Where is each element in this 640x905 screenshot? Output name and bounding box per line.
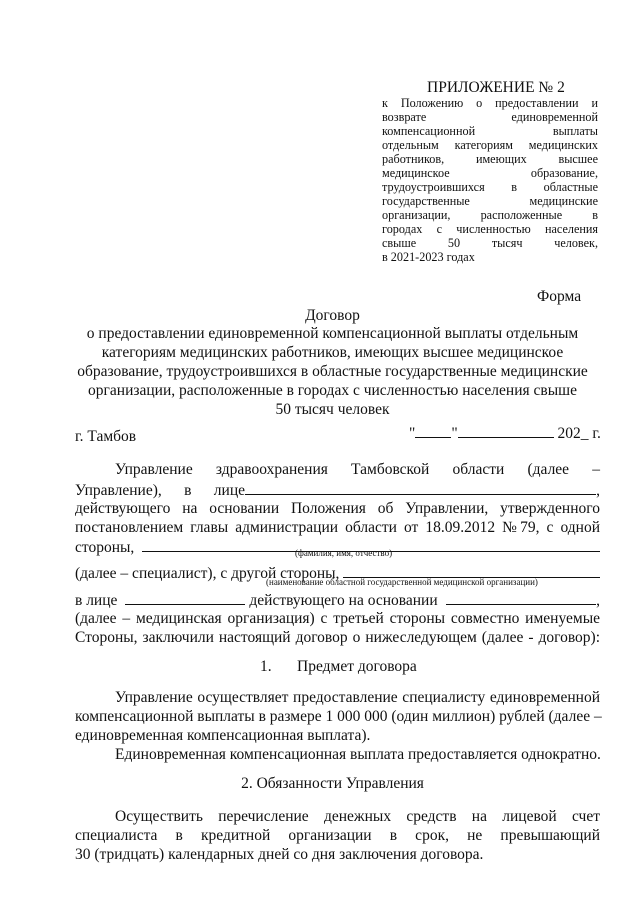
appendix-line: возврате единовременной	[382, 110, 598, 124]
appendix-line: медицинское образование,	[382, 166, 598, 180]
section-2-line: специалиста в кредитной организации в срок, не превышающий	[75, 827, 600, 844]
doc-subtitle-line: организации, расположенные в городах с численностью населения свыше	[88, 382, 577, 399]
section-2-line: 30 (тридцать) календарных дней со дня заключения договора.	[75, 846, 484, 863]
preamble-line: Управление здравоохранения Тамбовской области (далее –	[115, 461, 600, 478]
preamble-text: (далее – специалист), с другой стороны,	[75, 565, 340, 582]
preamble-line: (далее – медицинская организация) с третьей стороны совместно именуемые	[75, 610, 600, 627]
org-representative-blank	[125, 590, 245, 605]
doc-subtitle-line: 50 тысяч человек	[275, 401, 390, 418]
hint-organization: (наименование областной государственной медицинской организации)	[266, 577, 538, 587]
preamble-text: стороны,	[75, 539, 135, 556]
month-blank	[458, 423, 554, 438]
appendix-line: работников, имеющих высшее	[382, 152, 598, 166]
appendix-line: компенсационной выплаты	[382, 124, 598, 138]
preamble-text: в лице	[75, 592, 118, 609]
appendix-line: городах с численностью населения	[382, 222, 598, 236]
doc-subtitle-line: образование, трудоустроившихся в областные государственные медицинские	[77, 363, 588, 380]
section-1-line: Управление осуществляет предоставление специалисту единовременной	[115, 689, 600, 706]
section-1-line: компенсационной выплаты в размере 1 000 000 (один миллион) рублей (далее –	[75, 708, 602, 725]
appendix-title: ПРИЛОЖЕНИЕ № 2	[427, 79, 565, 96]
date-field	[409, 423, 601, 444]
preamble-line: действующего на основании Положения об Управлении, утвержденного	[75, 500, 600, 517]
doc-subtitle-line: о предоставлении единовременной компенсационной выплаты отдельным	[86, 325, 579, 342]
comma: ,	[596, 592, 600, 609]
section-1-title: Предмет договора	[297, 658, 417, 675]
appendix-line: государственные медицинские	[382, 194, 598, 208]
appendix-line: в 2021-2023 годах	[382, 250, 475, 264]
preamble-line	[75, 480, 600, 501]
appendix-line: трудоустроившихся в областные	[382, 180, 598, 194]
form-label: Форма	[537, 288, 582, 305]
hint-fio: (фамилия, имя, отчество)	[295, 548, 393, 558]
section-1-line: единовременная компенсационная выплата).	[75, 727, 371, 744]
preamble-line: постановлением главы администрации области от 18.09.2012 №79, с одной	[75, 519, 600, 536]
day-blank	[415, 423, 451, 438]
preamble-text: Управление), в лице	[75, 482, 245, 499]
appendix-line: свыше 50 тысяч человек,	[382, 236, 598, 250]
appendix-line: к Положению о предоставлении и	[382, 96, 598, 110]
preamble-line: Стороны, заключили настоящий договор о нижеследующем (далее - договор):	[75, 629, 600, 646]
city: г. Тамбов	[75, 428, 137, 445]
comma: ,	[596, 482, 600, 499]
quote-close: "	[451, 425, 458, 442]
appendix-text	[382, 96, 598, 264]
preamble-text: действующего на основании	[249, 592, 438, 609]
section-2-line: Осуществить перечисление денежных средств на лицевой счет	[115, 808, 600, 825]
year: 202_ г.	[557, 425, 601, 442]
appendix-line: организации, расположенные в	[382, 208, 598, 222]
section-1-number: 1.	[260, 658, 272, 675]
doc-title: Договор	[305, 307, 360, 324]
appendix-line: отдельным категориям медицинских	[382, 138, 598, 152]
preamble-line	[75, 590, 600, 611]
section-2-title: 2. Обязанности Управления	[241, 775, 424, 792]
quote-open: "	[409, 425, 416, 442]
representative-blank	[245, 480, 596, 495]
doc-subtitle-line: категориям медицинских работников, имеющих высшее медицинское	[101, 344, 564, 361]
organization-blank	[343, 563, 600, 578]
doc-subtitle	[60, 324, 605, 419]
section-1-line: Единовременная компенсационная выплата предоставляется однократно.	[115, 746, 601, 763]
basis-blank	[446, 590, 596, 605]
